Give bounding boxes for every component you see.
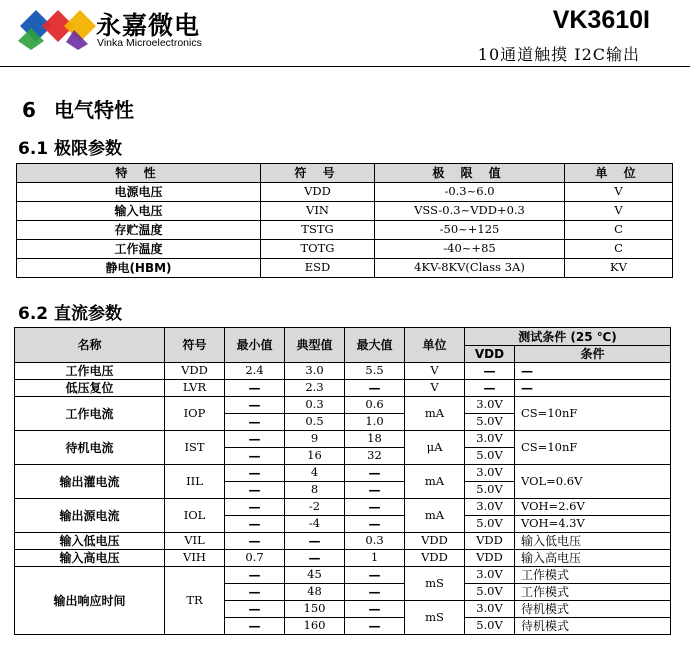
param-vdd: 3.0V	[465, 465, 515, 482]
param-symbol: VIL	[165, 533, 225, 550]
param-name: 电源电压	[17, 183, 261, 202]
param-symbol: VIH	[165, 550, 225, 567]
param-symbol: TSTG	[261, 221, 375, 240]
param-min: —	[225, 584, 285, 601]
param-condition: —	[515, 363, 671, 380]
param-name: 输出响应时间	[15, 567, 165, 635]
param-vdd: VDD	[465, 533, 515, 550]
table-row	[15, 397, 671, 414]
param-min: —	[225, 414, 285, 431]
param-unit: C	[565, 221, 673, 240]
dc-params-table	[14, 327, 671, 635]
col-header-symbol: 符号	[165, 328, 225, 363]
param-max: 1.0	[345, 414, 405, 431]
table-row	[15, 431, 671, 448]
param-typ: 2.3	[285, 380, 345, 397]
col-header-condition: 条件	[515, 346, 671, 363]
param-typ: 9	[285, 431, 345, 448]
param-symbol: VDD	[261, 183, 375, 202]
param-vdd: 3.0V	[465, 567, 515, 584]
col-header-test-conditions: 测试条件 (25 ℃)	[465, 328, 671, 346]
table-row	[15, 550, 671, 567]
param-typ: 48	[285, 584, 345, 601]
col-header-unit: 单位	[405, 328, 465, 363]
param-typ: -2	[285, 499, 345, 516]
param-vdd: —	[465, 363, 515, 380]
table-row	[15, 380, 671, 397]
param-min: —	[225, 465, 285, 482]
param-unit: V	[405, 363, 465, 380]
param-typ: 8	[285, 482, 345, 499]
param-vdd: 3.0V	[465, 499, 515, 516]
param-vdd: 5.0V	[465, 482, 515, 499]
param-min: 2.4	[225, 363, 285, 380]
param-vdd: 5.0V	[465, 448, 515, 465]
param-vdd: 3.0V	[465, 397, 515, 414]
param-condition: 工作模式	[515, 567, 671, 584]
param-typ: 0.3	[285, 397, 345, 414]
param-vdd: 5.0V	[465, 584, 515, 601]
param-unit: KV	[565, 259, 673, 278]
param-vdd: 5.0V	[465, 516, 515, 533]
param-unit: mS	[405, 601, 465, 635]
param-max: 0.3	[345, 533, 405, 550]
table-row	[17, 202, 673, 221]
param-condition: 待机模式	[515, 601, 671, 618]
param-value: -0.3~6.0	[375, 183, 565, 202]
col-header-vdd: VDD	[465, 346, 515, 363]
table-row	[17, 221, 673, 240]
param-symbol: VIN	[261, 202, 375, 221]
param-name: 待机电流	[15, 431, 165, 465]
col-header-name: 名称	[15, 328, 165, 363]
param-min: —	[225, 499, 285, 516]
param-name: 工作电流	[15, 397, 165, 431]
param-min: —	[225, 618, 285, 635]
table-row	[15, 533, 671, 550]
param-name: 工作电压	[15, 363, 165, 380]
param-name: 输出源电流	[15, 499, 165, 533]
table-row	[17, 259, 673, 278]
param-unit: VDD	[405, 533, 465, 550]
table-row	[17, 183, 673, 202]
section-62-heading: 6.2 直流参数	[18, 304, 123, 324]
param-symbol: ESD	[261, 259, 375, 278]
param-unit: mA	[405, 499, 465, 533]
param-min: —	[225, 567, 285, 584]
param-unit: V	[405, 380, 465, 397]
table-row	[15, 465, 671, 482]
param-name: 低压复位	[15, 380, 165, 397]
param-min: —	[225, 448, 285, 465]
param-max: 0.6	[345, 397, 405, 414]
param-condition: VOL=0.6V	[515, 465, 671, 499]
param-condition: 工作模式	[515, 584, 671, 601]
param-condition: —	[515, 380, 671, 397]
param-condition: 输入低电压	[515, 533, 671, 550]
param-min: —	[225, 533, 285, 550]
param-max: —	[345, 567, 405, 584]
param-max: —	[345, 618, 405, 635]
col-header: 极 限 值	[375, 164, 565, 183]
param-symbol: IST	[165, 431, 225, 465]
param-unit: C	[565, 240, 673, 259]
param-name: 输入高电压	[15, 550, 165, 567]
section-61-heading: 6.1 极限参数	[18, 139, 123, 159]
table-row	[15, 499, 671, 516]
param-max: —	[345, 482, 405, 499]
param-condition: VOH=2.6V	[515, 499, 671, 516]
section-title: 电气特性	[54, 98, 134, 122]
param-min: —	[225, 380, 285, 397]
param-max: —	[345, 380, 405, 397]
param-min: 0.7	[225, 550, 285, 567]
param-vdd: 5.0V	[465, 618, 515, 635]
table-header-row	[17, 164, 673, 183]
param-symbol: IOL	[165, 499, 225, 533]
col-header-max: 最大值	[345, 328, 405, 363]
table-row	[15, 567, 671, 584]
param-vdd: —	[465, 380, 515, 397]
product-name: VK3610I	[552, 6, 650, 34]
param-condition: 输入高电压	[515, 550, 671, 567]
param-vdd: VDD	[465, 550, 515, 567]
param-max: 32	[345, 448, 405, 465]
param-symbol: TR	[165, 567, 225, 635]
param-name: 输入低电压	[15, 533, 165, 550]
param-typ: 16	[285, 448, 345, 465]
param-name: 静电(HBM)	[17, 259, 261, 278]
param-value: VSS-0.3~VDD+0.3	[375, 202, 565, 221]
param-vdd: 3.0V	[465, 601, 515, 618]
param-value: -50~+125	[375, 221, 565, 240]
param-typ: 4	[285, 465, 345, 482]
param-condition: CS=10nF	[515, 397, 671, 431]
param-symbol: LVR	[165, 380, 225, 397]
param-typ: 3.0	[285, 363, 345, 380]
param-symbol: TOTG	[261, 240, 375, 259]
param-unit: mA	[405, 465, 465, 499]
param-min: —	[225, 397, 285, 414]
param-max: —	[345, 584, 405, 601]
param-max: —	[345, 499, 405, 516]
param-condition: VOH=4.3V	[515, 516, 671, 533]
param-max: —	[345, 601, 405, 618]
param-typ: 0.5	[285, 414, 345, 431]
param-name: 输出灌电流	[15, 465, 165, 499]
table-row	[17, 240, 673, 259]
absolute-max-table	[16, 163, 673, 278]
col-header: 符 号	[261, 164, 375, 183]
section-number: 6	[22, 98, 36, 122]
param-typ: -4	[285, 516, 345, 533]
col-header: 特 性	[17, 164, 261, 183]
param-vdd: 5.0V	[465, 414, 515, 431]
param-min: —	[225, 601, 285, 618]
table-row	[15, 363, 671, 380]
param-max: 5.5	[345, 363, 405, 380]
param-symbol: IIL	[165, 465, 225, 499]
param-unit: μA	[405, 431, 465, 465]
param-min: —	[225, 516, 285, 533]
param-name: 输入电压	[17, 202, 261, 221]
param-max: —	[345, 465, 405, 482]
param-typ: —	[285, 533, 345, 550]
param-min: —	[225, 482, 285, 499]
param-condition: CS=10nF	[515, 431, 671, 465]
param-name: 工作温度	[17, 240, 261, 259]
param-symbol: IOP	[165, 397, 225, 431]
header-divider	[0, 66, 690, 67]
col-header-typ: 典型值	[285, 328, 345, 363]
param-typ: 160	[285, 618, 345, 635]
param-name: 存贮温度	[17, 221, 261, 240]
param-min: —	[225, 431, 285, 448]
col-header-min: 最小值	[225, 328, 285, 363]
param-value: -40~+85	[375, 240, 565, 259]
param-typ: —	[285, 550, 345, 567]
param-condition: 待机模式	[515, 618, 671, 635]
param-unit: V	[565, 202, 673, 221]
brand-name-en: Vinka Microelectronics	[97, 37, 202, 49]
param-unit: VDD	[405, 550, 465, 567]
param-max: 1	[345, 550, 405, 567]
product-subtitle: 10通道触摸 I2C输出	[477, 45, 640, 64]
param-unit: V	[565, 183, 673, 202]
brand-name-cn: 永嘉微电	[96, 11, 201, 40]
param-symbol: VDD	[165, 363, 225, 380]
param-typ: 150	[285, 601, 345, 618]
section-6-heading	[22, 94, 134, 123]
param-max: 18	[345, 431, 405, 448]
param-unit: mS	[405, 567, 465, 601]
table-header-row	[15, 328, 671, 346]
param-unit: mA	[405, 397, 465, 431]
param-vdd: 3.0V	[465, 431, 515, 448]
param-max: —	[345, 516, 405, 533]
param-typ: 45	[285, 567, 345, 584]
param-value: 4KV-8KV(Class 3A)	[375, 259, 565, 278]
col-header: 单 位	[565, 164, 673, 183]
